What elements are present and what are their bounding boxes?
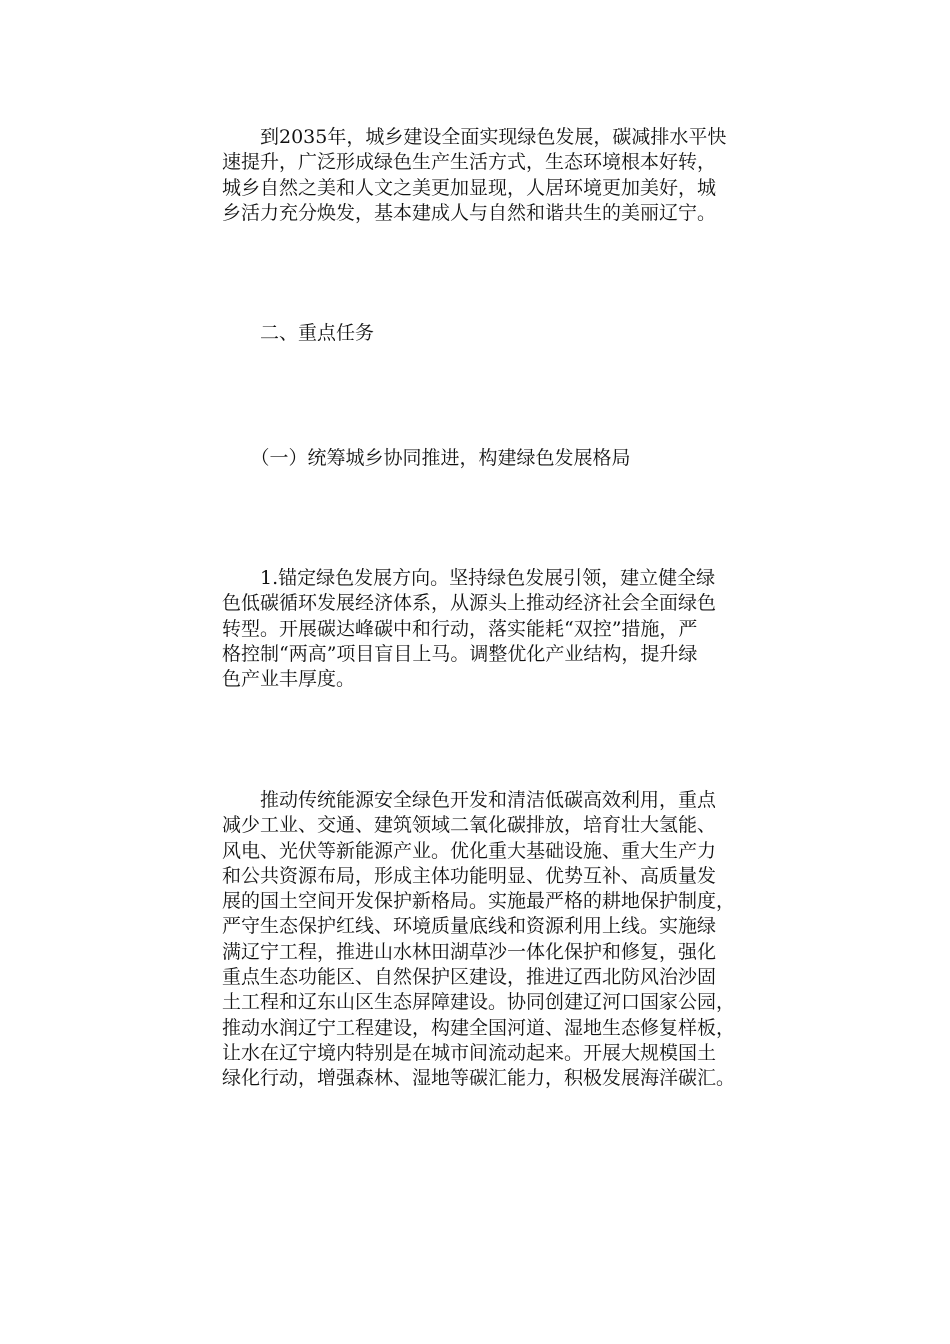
paragraph-energy-ecology: 推动传统能源安全绿色开发和清洁低碳高效利用，重点 减少工业、交通、建筑领域二氧化碳排放，培育壮大氢能、 风电、光伏等新能源产业。优化重大基础设施、重大生产力 和公共资源布局，形成主体功能明显、优势互补、高质量发 展的国土空间开发保护新格局。实施最严格的耕地保护制度， 严守生态保护红线、环境质量底线和资源利用上线。实施绿 满辽宁工程，推进山水林田湖草沙一体化保护和修复，强化 重点生态功能区、自然保护区建设，推进辽西北防风治沙固 土工程和辽东山区生态屏障建设。协同创建辽河口国家公园， 推动水润辽宁工程建设，构建全国河道、湿地生态修复样板， 让水在辽宁境内特别是在城市间流动起来。开展大规模国土 绿化行动，增强森林、湿地等碳汇能力，积极发展海洋碳汇。 [222, 789, 736, 1090]
paragraph-2035-goals: 到2035年，城乡建设全面实现绿色发展，碳减排水平快 速提升，广泛形成绿色生产生活方式，生态环境根本好转， 城乡自然之美和人文之美更加显现，人居环境更加美好，城 乡活力充分焕发，基本建成人与自然和谐共生的美丽辽宁。 [222, 126, 727, 224]
section-heading-key-tasks: 二、重点任务 [222, 322, 375, 344]
subsection-heading-urban-rural: （一）统筹城乡协同推进，构建绿色发展格局 [222, 447, 631, 469]
paragraph-green-direction: 1.锚定绿色发展方向。坚持绿色发展引领，建立健全绿 色低碳循环发展经济体系，从源头上推动经济社会全面绿色 转型。开展碳达峰碳中和行动，落实能耗“双控”措施，严 格控制“两高”项目盲目上马。调整优化产业结构，提升绿 色产业丰厚度。 [222, 567, 717, 691]
